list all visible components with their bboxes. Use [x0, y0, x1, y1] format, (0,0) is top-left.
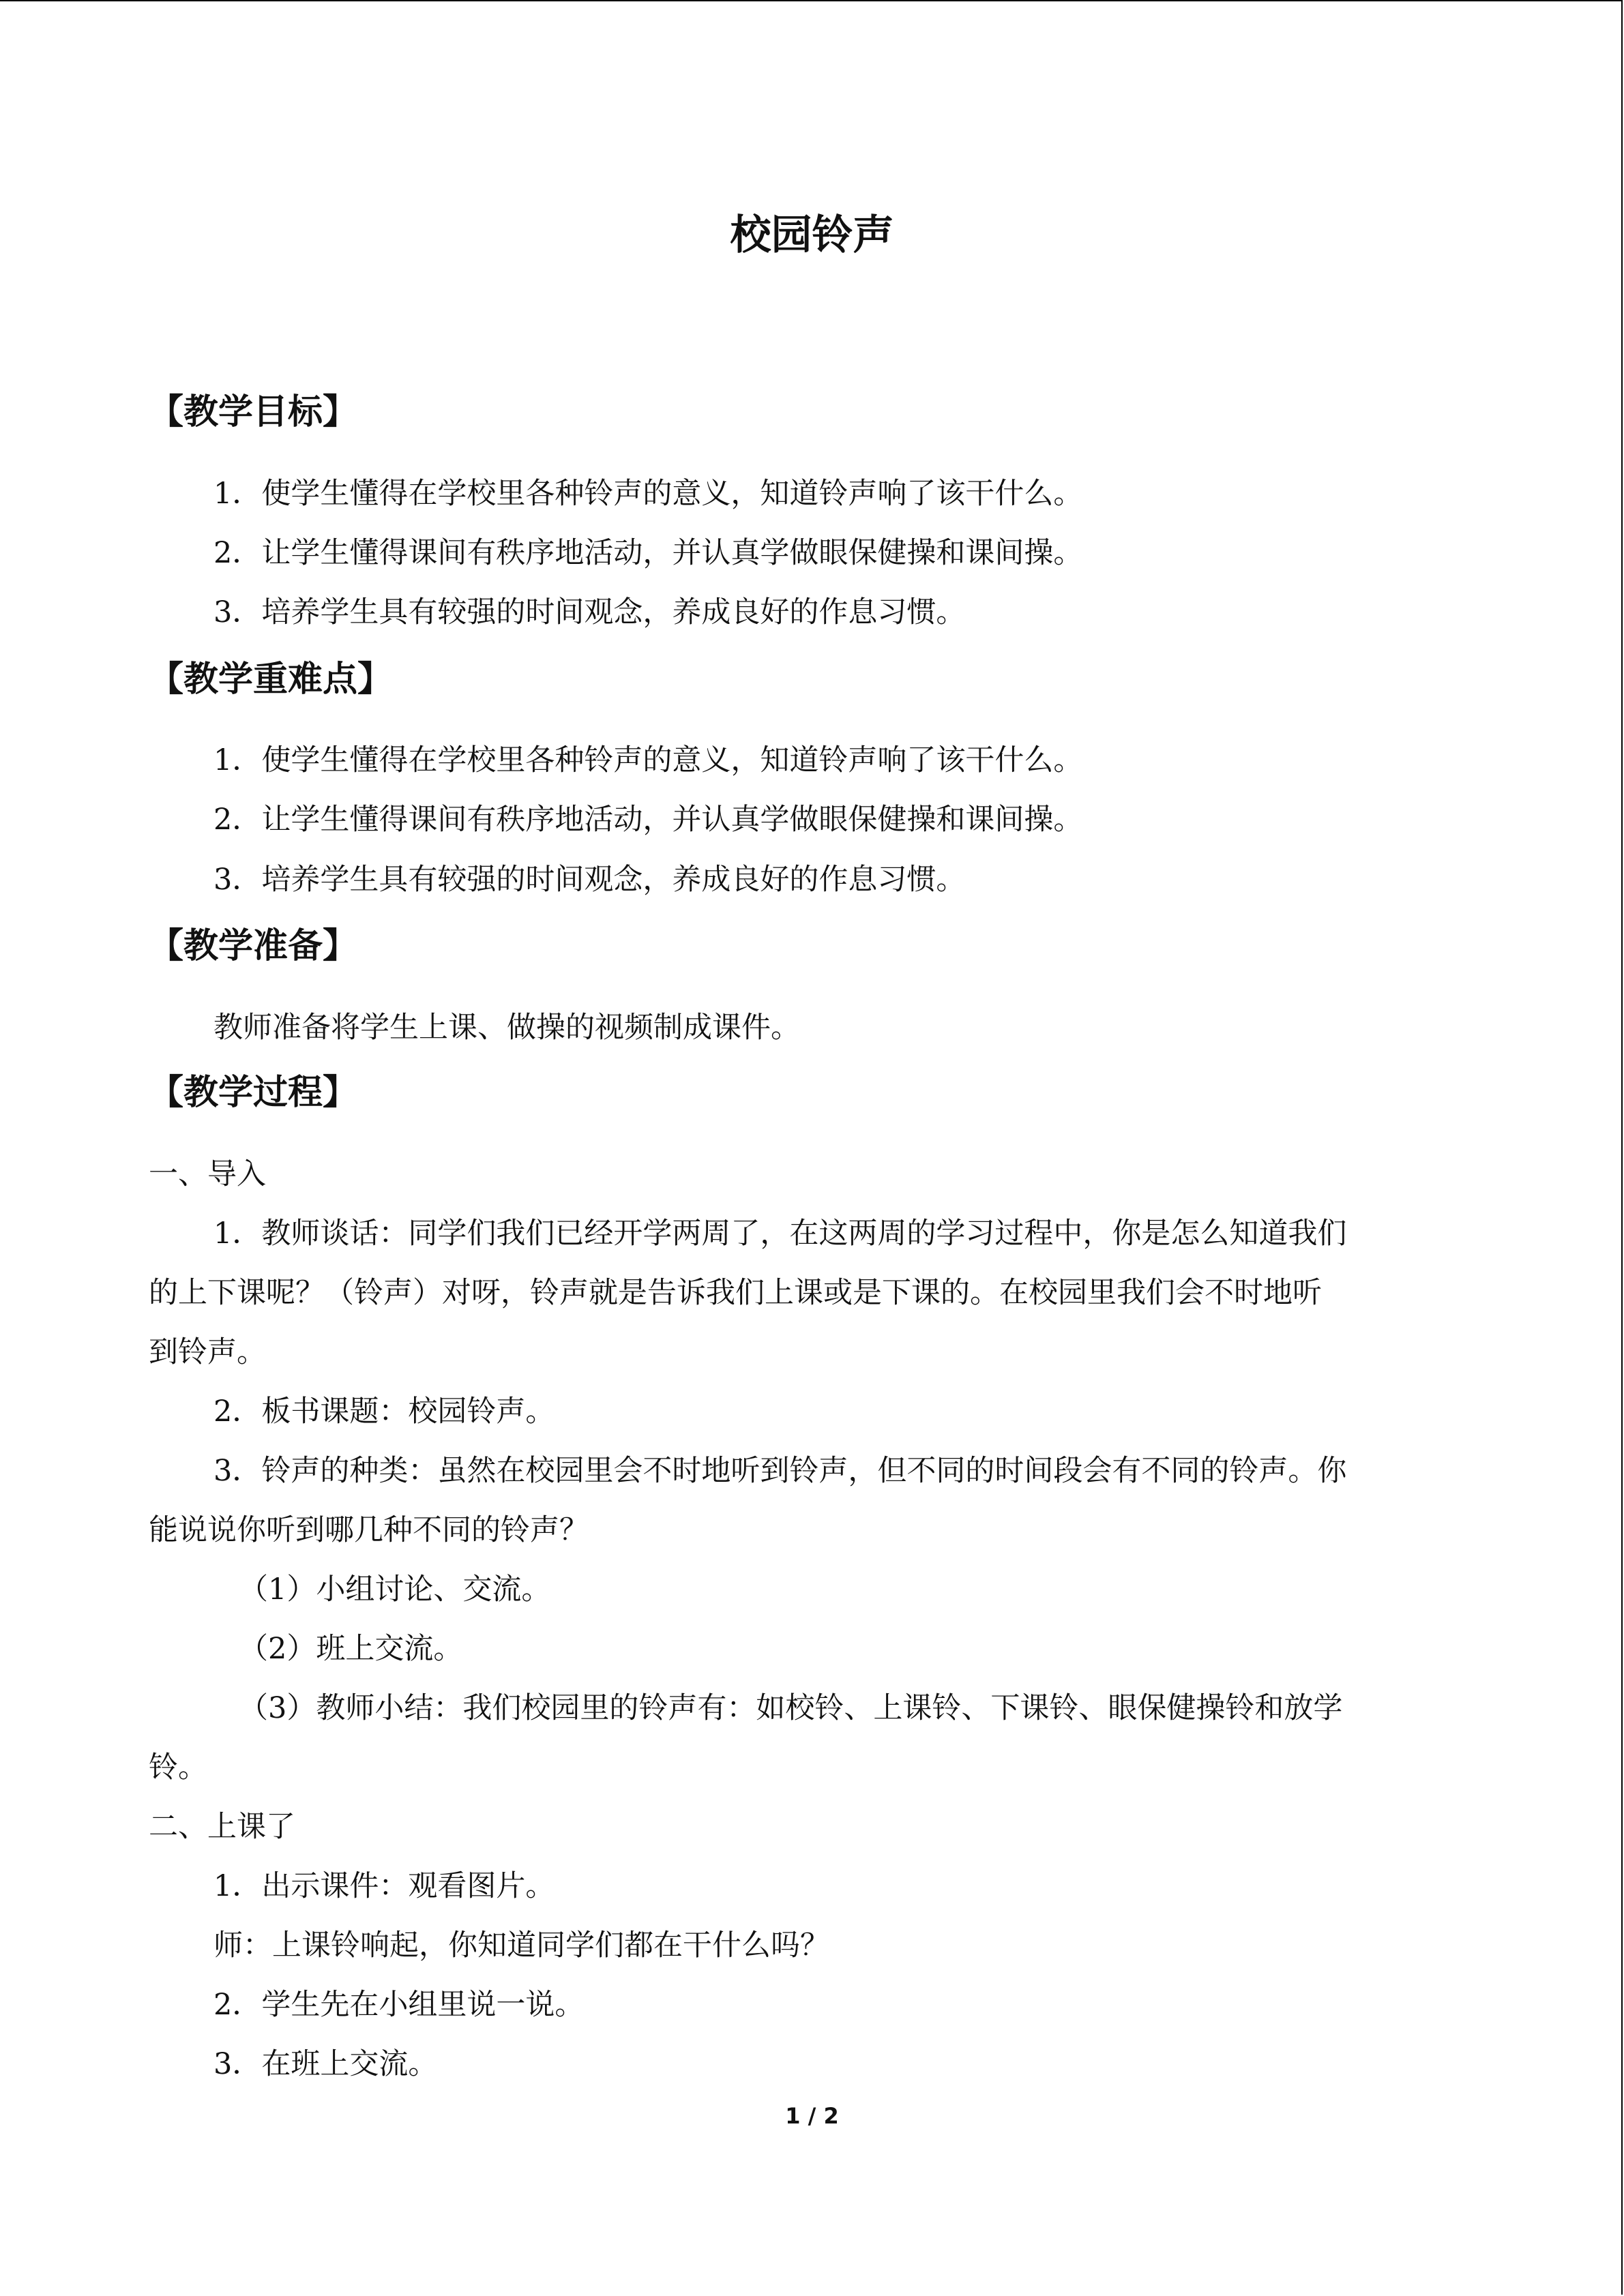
- class-item-3: 3．在班上交流。: [213, 2047, 438, 2081]
- process-heading: 【教学过程】: [149, 1073, 358, 1113]
- process-paragraph-1-line-3: 到铃声。: [149, 1335, 266, 1369]
- objectives-heading: 【教学目标】: [149, 392, 358, 432]
- process-sub-item-3-line-2: 铃。: [149, 1750, 207, 1785]
- process-sub-item-3-line-1: （3）教师小结：我们校园里的铃声有：如校铃、上课铃、下课铃、眼保健操铃和放学: [239, 1691, 1343, 1725]
- process-paragraph-2: 2．板书课题：校园铃声。: [213, 1395, 555, 1429]
- page-number: 1 / 2: [785, 2103, 839, 2129]
- objective-item-1: 1．使学生懂得在学校里各种铃声的意义，知道铃声响了该干什么。: [213, 477, 1083, 511]
- class-teacher-line: 师：上课铃响起，你知道同学们都在干什么吗？: [213, 1928, 829, 1963]
- class-item-2: 2．学生先在小组里说一说。: [213, 1988, 585, 2022]
- process-paragraph-1-line-2: 的上下课呢？（铃声）对呀，铃声就是告诉我们上课或是下课的。在校园里我们会不时地听: [149, 1276, 1322, 1310]
- key-points-heading: 【教学重难点】: [149, 659, 393, 700]
- key-point-item-3: 3．培养学生具有较强的时间观念，养成良好的作息习惯。: [213, 863, 966, 897]
- part2-title: 二、上课了: [149, 1810, 295, 1844]
- objective-item-2: 2．让学生懂得课间有秩序地活动，并认真学做眼保健操和课间操。: [213, 536, 1083, 570]
- objective-item-3: 3．培养学生具有较强的时间观念，养成良好的作息习惯。: [213, 595, 966, 629]
- process-paragraph-3-line-1: 3．铃声的种类：虽然在校园里会不时地听到铃声，但不同的时间段会有不同的铃声。你: [213, 1454, 1347, 1488]
- process-paragraph-3-line-2: 能说说你听到哪几种不同的铃声？: [149, 1513, 589, 1547]
- class-item-1: 1．出示课件：观看图片。: [213, 1869, 555, 1903]
- process-sub-item-2: （2）班上交流。: [239, 1632, 463, 1666]
- preparation-text: 教师准备将学生上课、做操的视频制成课件。: [213, 1011, 800, 1045]
- part1-title: 一、导入: [149, 1157, 266, 1191]
- page-title: 校园铃声: [730, 211, 894, 259]
- key-point-item-1: 1．使学生懂得在学校里各种铃声的意义，知道铃声响了该干什么。: [213, 743, 1083, 777]
- process-paragraph-1-line-1: 1．教师谈话：同学们我们已经开学两周了，在这两周的学习过程中，你是怎么知道我们: [213, 1217, 1347, 1251]
- process-sub-item-1: （1）小组讨论、交流。: [239, 1572, 551, 1607]
- key-point-item-2: 2．让学生懂得课间有秩序地活动，并认真学做眼保健操和课间操。: [213, 803, 1083, 837]
- preparation-heading: 【教学准备】: [149, 926, 358, 966]
